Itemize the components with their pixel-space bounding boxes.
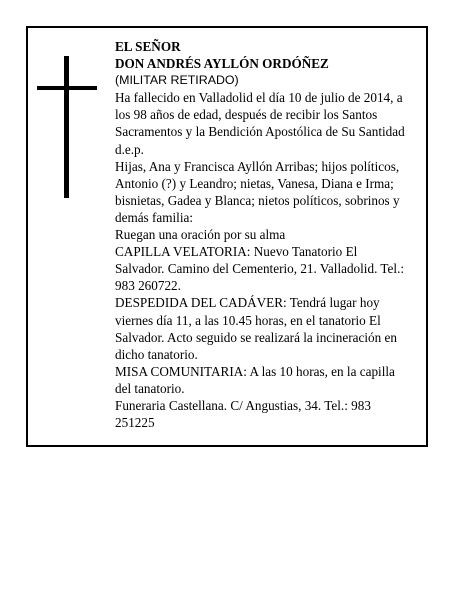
family-line: demás familia: (115, 209, 193, 225)
funeral-home-line: 251225 (115, 415, 155, 431)
family-line: bisnietas, Gadea y Blanca; nietos políticos, sobrinos y (115, 192, 400, 208)
cross-vertical-bar (64, 56, 69, 198)
death-announcement-line: Ha fallecido en Valladolid el día 10 de julio de 2014, a (115, 90, 403, 106)
mass-line: MISA COMUNITARIA: A las 10 horas, en la capilla (115, 363, 395, 379)
deceased-name: DON ANDRÉS AYLLÓN ORDÓÑEZ (115, 56, 329, 72)
death-announcement-line: d.e.p. (115, 141, 144, 157)
death-announcement-line: los 98 años de edad, después de recibir los Santos (115, 107, 378, 123)
mass-line: del tanatorio. (115, 380, 185, 396)
farewell-line: DESPEDIDA DEL CADÁVER: Tendrá lugar hoy (115, 295, 380, 311)
obituary-text (115, 38, 420, 431)
family-line: Antonio (?) y Leandro; nietas, Vanesa, Diana e Irma; (115, 175, 394, 191)
deceased-title: EL SEÑOR (115, 39, 181, 54)
farewell-line: Salvador. Acto seguido se realizará la incineración en (115, 329, 397, 345)
farewell-line: dicho tanatorio. (115, 346, 198, 362)
chapel-line: 983 260722. (115, 278, 181, 294)
farewell-line: viernes día 11, a las 10.45 horas, en el tanatorio El (115, 312, 381, 328)
chapel-line: Salvador. Camino del Cementerio, 21. Valladolid. Tel.: (115, 261, 405, 277)
funeral-home-line: Funeraria Castellana. C/ Angustias, 34. Tel.: 983 (115, 397, 371, 413)
cross-icon (37, 56, 97, 198)
death-announcement-line: Sacramentos y la Bendición Apostólica de Su Santidad (115, 124, 405, 140)
chapel-line: CAPILLA VELATORIA: Nuevo Tanatorio El (115, 244, 358, 260)
family-line: Hijas, Ana y Francisca Ayllón Arribas; hijos políticos, (115, 158, 400, 174)
deceased-rank: (MILITAR RETIRADO) (115, 73, 239, 88)
cross-horizontal-bar (37, 86, 97, 90)
prayer-request: Ruegan una oración por su alma (115, 227, 286, 243)
